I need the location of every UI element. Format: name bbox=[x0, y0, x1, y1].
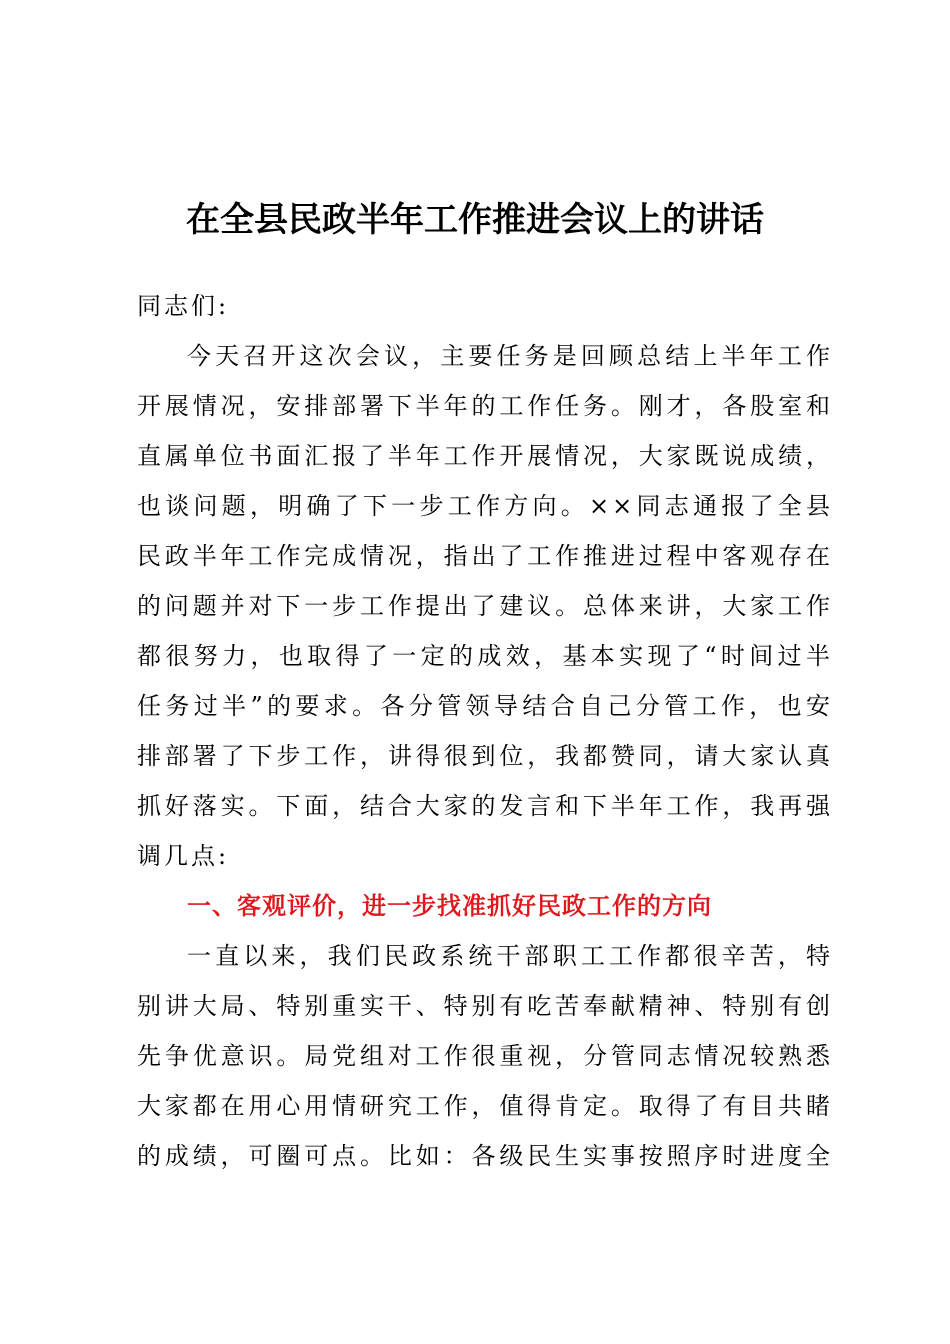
paragraph-line: 排部署了下步工作，讲得很到位，我都赞同，请大家认真 bbox=[137, 742, 833, 770]
paragraph-line: 民政半年工作完成情况，指出了工作推进过程中客观存在 bbox=[137, 542, 833, 570]
paragraph-line: 大家都在用心用情研究工作，值得肯定。取得了有目共睹 bbox=[137, 1092, 833, 1120]
document-body bbox=[137, 281, 833, 1181]
paragraph-line: 先争优意识。局党组对工作很重视，分管同志情况较熟悉 bbox=[137, 1042, 833, 1070]
paragraph-line: 直属单位书面汇报了半年工作开展情况，大家既说成绩， bbox=[137, 442, 833, 470]
paragraph-line: 别讲大局、特别重实干、特别有吃苦奉献精神、特别有创 bbox=[137, 992, 833, 1020]
paragraph-line: 的成绩，可圈可点。比如：各级民生实事按照序时进度全 bbox=[137, 1142, 833, 1170]
paragraph-line: 今天召开这次会议，主要任务是回顾总结上半年工作 bbox=[187, 342, 833, 370]
paragraph-line: 抓好落实。下面，结合大家的发言和下半年工作，我再强 bbox=[137, 792, 833, 820]
paragraph-line: 的问题并对下一步工作提出了建议。总体来讲，大家工作 bbox=[137, 592, 833, 620]
section-heading: 一、客观评价，进一步找准抓好民政工作的方向 bbox=[187, 892, 712, 920]
salutation: 同志们: bbox=[137, 292, 230, 320]
paragraph-line: 任务过半”的要求。各分管领导结合自己分管工作，也安 bbox=[137, 692, 833, 720]
paragraph-line: 都很努力，也取得了一定的成效，基本实现了“时间过半 bbox=[137, 642, 833, 670]
paragraph-line: 一直以来，我们民政系统干部职工工作都很辛苦，特 bbox=[187, 942, 833, 970]
paragraph-line: 调几点: bbox=[137, 842, 230, 870]
paragraph-line: 开展情况，安排部署下半年的工作任务。刚才，各股室和 bbox=[137, 392, 833, 420]
paragraph-line: 也谈问题，明确了下一步工作方向。××同志通报了全县 bbox=[137, 492, 833, 520]
document-title: 在全县民政半年工作推进会议上的讲话 bbox=[186, 200, 764, 240]
